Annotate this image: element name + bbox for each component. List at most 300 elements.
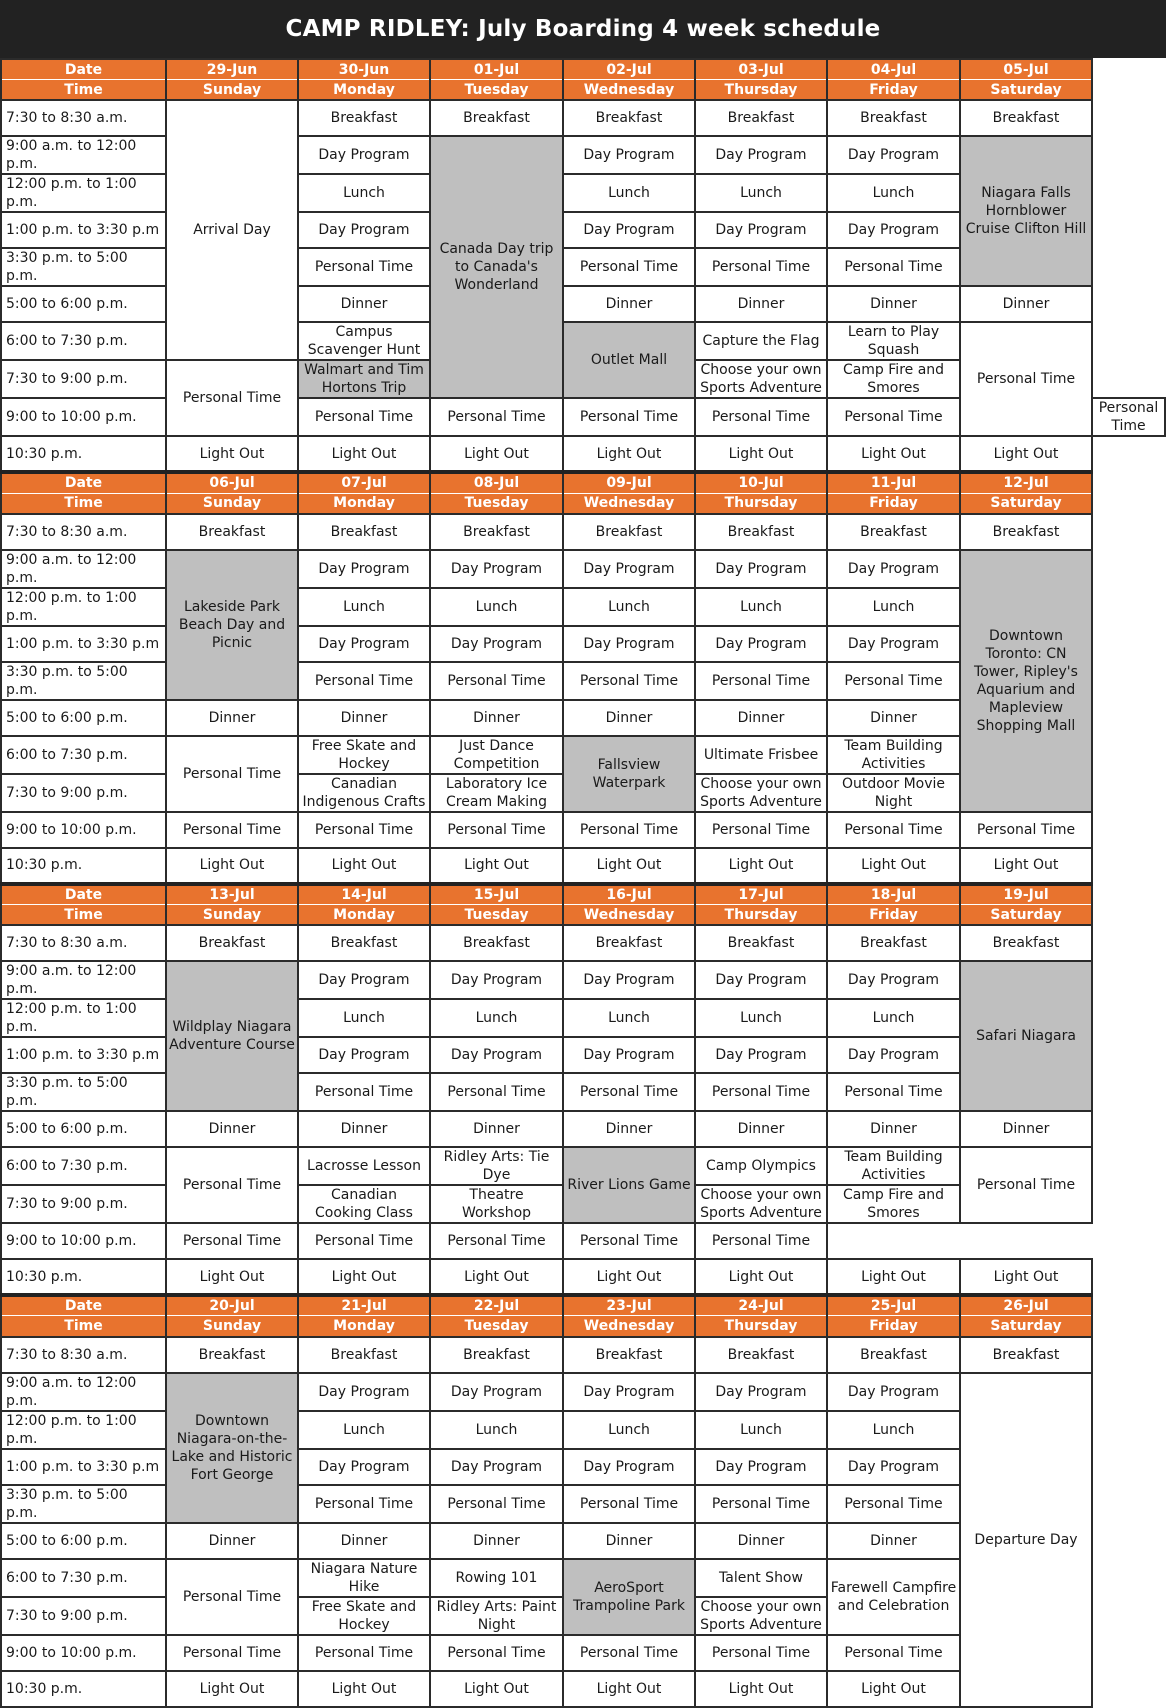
time-slot-row bbox=[1, 100, 1165, 136]
activity-cell: Dinner bbox=[166, 1523, 298, 1559]
time-slot-label: 3:30 p.m. to 5:00 p.m. bbox=[1, 1485, 166, 1523]
activity-cell: Personal Time bbox=[695, 1223, 827, 1259]
time-slot-label: 7:30 to 9:00 p.m. bbox=[1, 774, 166, 812]
time-slot-label: 7:30 to 9:00 p.m. bbox=[1, 1185, 166, 1223]
date-header: 09-Jul bbox=[563, 472, 695, 493]
time-slot-label: 1:00 p.m. to 3:30 p.m bbox=[1, 1037, 166, 1073]
activity-cell: Lunch bbox=[298, 588, 430, 626]
activity-cell: Team Building Activities bbox=[827, 736, 960, 774]
activity-cell: Rowing 101 bbox=[430, 1559, 563, 1597]
activity-cell: Day Program bbox=[827, 1037, 960, 1073]
week-day-header-row bbox=[1, 80, 1165, 101]
activity-cell: Lunch bbox=[695, 1411, 827, 1449]
activity-cell: Light Out bbox=[695, 436, 827, 472]
activity-cell: Dinner bbox=[298, 1111, 430, 1147]
activity-cell: Light Out bbox=[563, 436, 695, 472]
activity-cell: Personal Time bbox=[166, 812, 298, 848]
page-title: CAMP RIDLEY: July Boarding 4 week schedule bbox=[0, 0, 1166, 58]
week-date-header-row bbox=[1, 59, 1165, 80]
excursion-cell: Wildplay Niagara Adventure Course bbox=[166, 961, 298, 1111]
week-date-header-row bbox=[1, 1295, 1165, 1316]
time-slot-label: 6:00 to 7:30 p.m. bbox=[1, 1147, 166, 1185]
day-header: Saturday bbox=[960, 493, 1092, 514]
date-header: 23-Jul bbox=[563, 1295, 695, 1316]
activity-cell: Dinner bbox=[960, 1111, 1092, 1147]
activity-cell: Personal Time bbox=[298, 398, 430, 436]
activity-cell: Campus Scavenger Hunt bbox=[298, 322, 430, 360]
schedule-table bbox=[0, 58, 1166, 1708]
date-header: 06-Jul bbox=[166, 472, 298, 493]
activity-cell: Lacrosse Lesson bbox=[298, 1147, 430, 1185]
activity-cell: Personal Time bbox=[563, 1485, 695, 1523]
activity-cell: Day Program bbox=[430, 1449, 563, 1485]
time-slot-row bbox=[1, 1111, 1165, 1147]
day-header: Saturday bbox=[960, 1316, 1092, 1337]
activity-cell: Dinner bbox=[695, 1523, 827, 1559]
day-header: Thursday bbox=[695, 1316, 827, 1337]
time-slot-row bbox=[1, 961, 1165, 999]
day-header: Monday bbox=[298, 904, 430, 925]
activity-cell: Light Out bbox=[695, 848, 827, 884]
day-header: Tuesday bbox=[430, 80, 563, 101]
activity-cell: Dinner bbox=[960, 286, 1092, 322]
activity-cell: Day Program bbox=[695, 961, 827, 999]
activity-cell: Lunch bbox=[695, 588, 827, 626]
time-slot-label: 12:00 p.m. to 1:00 p.m. bbox=[1, 999, 166, 1037]
activity-cell: Breakfast bbox=[827, 100, 960, 136]
time-slot-label: 9:00 to 10:00 p.m. bbox=[1, 1223, 166, 1259]
activity-cell: Dinner bbox=[430, 1111, 563, 1147]
activity-cell: Free Skate and Hockey bbox=[298, 736, 430, 774]
activity-cell: Lunch bbox=[298, 1411, 430, 1449]
activity-cell: Personal Time bbox=[166, 736, 298, 812]
activity-cell: Outdoor Movie Night bbox=[827, 774, 960, 812]
activity-cell: Dinner bbox=[563, 700, 695, 736]
time-slot-label: 5:00 to 6:00 p.m. bbox=[1, 286, 166, 322]
activity-cell: Dinner bbox=[827, 700, 960, 736]
activity-cell: Laboratory Ice Cream Making bbox=[430, 774, 563, 812]
time-slot-row bbox=[1, 436, 1165, 472]
excursion-cell: River Lions Game bbox=[563, 1147, 695, 1223]
day-header: Tuesday bbox=[430, 904, 563, 925]
activity-cell: Choose your own Sports Adventure bbox=[695, 1185, 827, 1223]
time-slot-label: 5:00 to 6:00 p.m. bbox=[1, 1523, 166, 1559]
activity-cell: Day Program bbox=[695, 1373, 827, 1411]
time-column-label: Time bbox=[1, 493, 166, 514]
activity-cell: Lunch bbox=[298, 999, 430, 1037]
activity-cell: Personal Time bbox=[563, 1073, 695, 1111]
activity-cell: Light Out bbox=[960, 436, 1092, 472]
activity-cell: Personal Time bbox=[563, 662, 695, 700]
week-day-header-row bbox=[1, 493, 1165, 514]
activity-cell: Dinner bbox=[827, 1111, 960, 1147]
activity-cell: Personal Time bbox=[563, 1635, 695, 1671]
time-slot-label: 7:30 to 8:30 a.m. bbox=[1, 1337, 166, 1373]
activity-cell: Personal Time bbox=[827, 248, 960, 286]
time-slot-row bbox=[1, 925, 1165, 961]
day-header: Monday bbox=[298, 493, 430, 514]
week-day-header-row bbox=[1, 1316, 1165, 1337]
activity-cell: Day Program bbox=[298, 212, 430, 248]
date-header: 20-Jul bbox=[166, 1295, 298, 1316]
activity-cell: Breakfast bbox=[430, 1337, 563, 1373]
time-slot-label: 7:30 to 9:00 p.m. bbox=[1, 1597, 166, 1635]
activity-cell: Day Program bbox=[430, 626, 563, 662]
activity-cell: Personal Time bbox=[827, 662, 960, 700]
activity-cell: Personal Time bbox=[1092, 398, 1165, 436]
activity-cell: Day Program bbox=[430, 550, 563, 588]
day-header: Thursday bbox=[695, 904, 827, 925]
activity-cell: Day Program bbox=[430, 1373, 563, 1411]
activity-cell: Personal Time bbox=[960, 1147, 1092, 1223]
time-slot-label: 9:00 to 10:00 p.m. bbox=[1, 812, 166, 848]
activity-cell: Breakfast bbox=[430, 925, 563, 961]
date-column-label: Date bbox=[1, 59, 166, 80]
excursion-cell: Downtown Toronto: CN Tower, Ripley's Aquarium and Mapleview Shopping Mall bbox=[960, 550, 1092, 812]
activity-cell: Light Out bbox=[298, 436, 430, 472]
date-header: 29-Jun bbox=[166, 59, 298, 80]
date-header: 11-Jul bbox=[827, 472, 960, 493]
date-header: 15-Jul bbox=[430, 884, 563, 905]
time-slot-label: 1:00 p.m. to 3:30 p.m bbox=[1, 626, 166, 662]
excursion-cell: Downtown Niagara-on-the-Lake and Historic Fort George bbox=[166, 1373, 298, 1523]
activity-cell: Theatre Workshop bbox=[430, 1185, 563, 1223]
activity-cell: Light Out bbox=[827, 1259, 960, 1295]
activity-cell: Personal Time bbox=[298, 812, 430, 848]
time-slot-label: 5:00 to 6:00 p.m. bbox=[1, 700, 166, 736]
activity-cell: Breakfast bbox=[430, 514, 563, 550]
activity-cell: Light Out bbox=[298, 848, 430, 884]
activity-cell: Personal Time bbox=[695, 398, 827, 436]
activity-cell: Personal Time bbox=[430, 1223, 563, 1259]
activity-cell: Personal Time bbox=[695, 662, 827, 700]
day-header: Monday bbox=[298, 1316, 430, 1337]
day-header: Tuesday bbox=[430, 493, 563, 514]
date-header: 08-Jul bbox=[430, 472, 563, 493]
activity-cell: Day Program bbox=[827, 1449, 960, 1485]
activity-cell: Breakfast bbox=[166, 1337, 298, 1373]
day-header: Monday bbox=[298, 80, 430, 101]
time-slot-label: 3:30 p.m. to 5:00 p.m. bbox=[1, 662, 166, 700]
excursion-cell: Canada Day trip to Canada's Wonderland bbox=[430, 136, 563, 398]
activity-cell: Dinner bbox=[298, 286, 430, 322]
time-slot-label: 10:30 p.m. bbox=[1, 1671, 166, 1707]
day-header: Saturday bbox=[960, 904, 1092, 925]
day-header: Saturday bbox=[960, 80, 1092, 101]
time-column-label: Time bbox=[1, 1316, 166, 1337]
date-column-label: Date bbox=[1, 884, 166, 905]
time-slot-label: 7:30 to 8:30 a.m. bbox=[1, 100, 166, 136]
date-header: 14-Jul bbox=[298, 884, 430, 905]
activity-cell: Learn to Play Squash bbox=[827, 322, 960, 360]
activity-cell: Breakfast bbox=[563, 925, 695, 961]
activity-cell: Breakfast bbox=[695, 925, 827, 961]
time-slot-label: 7:30 to 8:30 a.m. bbox=[1, 514, 166, 550]
activity-cell: Breakfast bbox=[298, 1337, 430, 1373]
activity-cell: Lunch bbox=[430, 588, 563, 626]
activity-cell: Camp Fire and Smores bbox=[827, 360, 960, 398]
activity-cell: Day Program bbox=[563, 1037, 695, 1073]
activity-cell: Personal Time bbox=[960, 812, 1092, 848]
activity-cell: Light Out bbox=[166, 1671, 298, 1707]
time-column-label: Time bbox=[1, 904, 166, 925]
activity-cell: Personal Time bbox=[827, 1635, 960, 1671]
activity-cell: Day Program bbox=[695, 550, 827, 588]
activity-cell: Day Program bbox=[563, 961, 695, 999]
time-slot-label: 6:00 to 7:30 p.m. bbox=[1, 322, 166, 360]
activity-cell: Light Out bbox=[430, 436, 563, 472]
activity-cell: Lunch bbox=[827, 1411, 960, 1449]
activity-cell: Personal Time bbox=[563, 398, 695, 436]
activity-cell: Breakfast bbox=[563, 514, 695, 550]
time-slot-label: 9:00 to 10:00 p.m. bbox=[1, 398, 166, 436]
activity-cell: Day Program bbox=[298, 1037, 430, 1073]
week-day-header-row bbox=[1, 904, 1165, 925]
activity-cell: Lunch bbox=[827, 588, 960, 626]
day-header: Sunday bbox=[166, 904, 298, 925]
activity-cell: Dinner bbox=[166, 1111, 298, 1147]
activity-cell: Light Out bbox=[563, 1671, 695, 1707]
activity-cell: Niagara Nature Hike bbox=[298, 1559, 430, 1597]
excursion-cell: Safari Niagara bbox=[960, 961, 1092, 1111]
activity-cell: Light Out bbox=[430, 1259, 563, 1295]
activity-cell: Lunch bbox=[563, 174, 695, 212]
activity-cell: Lunch bbox=[430, 1411, 563, 1449]
activity-cell: Personal Time bbox=[430, 398, 563, 436]
activity-cell: Day Program bbox=[298, 136, 430, 174]
activity-cell: Dinner bbox=[430, 1523, 563, 1559]
day-header: Wednesday bbox=[563, 80, 695, 101]
activity-cell: Personal Time bbox=[298, 662, 430, 700]
activity-cell: Breakfast bbox=[298, 100, 430, 136]
activity-cell: Personal Time bbox=[298, 1485, 430, 1523]
time-slot-label: 9:00 to 10:00 p.m. bbox=[1, 1635, 166, 1671]
time-slot-label: 1:00 p.m. to 3:30 p.m bbox=[1, 212, 166, 248]
activity-cell: Personal Time bbox=[430, 1635, 563, 1671]
activity-cell: Light Out bbox=[166, 1259, 298, 1295]
activity-cell: Day Program bbox=[695, 626, 827, 662]
time-slot-row bbox=[1, 1223, 1165, 1259]
date-header: 05-Jul bbox=[960, 59, 1092, 80]
activity-cell: Personal Time bbox=[166, 1559, 298, 1635]
activity-cell: Light Out bbox=[430, 848, 563, 884]
time-slot-label: 1:00 p.m. to 3:30 p.m bbox=[1, 1449, 166, 1485]
activity-cell: Dinner bbox=[827, 1523, 960, 1559]
activity-cell: Lunch bbox=[827, 999, 960, 1037]
excursion-cell: Fallsview Waterpark bbox=[563, 736, 695, 812]
activity-cell: Day Program bbox=[563, 1373, 695, 1411]
activity-cell: Canadian Cooking Class bbox=[298, 1185, 430, 1223]
activity-cell: Light Out bbox=[827, 436, 960, 472]
activity-cell: Lunch bbox=[563, 999, 695, 1037]
activity-cell: Personal Time bbox=[695, 1073, 827, 1111]
activity-cell: Personal Time bbox=[563, 812, 695, 848]
activity-cell: Light Out bbox=[695, 1671, 827, 1707]
time-slot-label: 3:30 p.m. to 5:00 p.m. bbox=[1, 1073, 166, 1111]
activity-cell: Personal Time bbox=[166, 1147, 298, 1223]
excursion-cell: Walmart and Tim Hortons Trip bbox=[298, 360, 430, 398]
date-header: 22-Jul bbox=[430, 1295, 563, 1316]
activity-cell: Personal Time bbox=[298, 1073, 430, 1111]
activity-cell: Breakfast bbox=[960, 514, 1092, 550]
activity-cell: Personal Time bbox=[960, 322, 1092, 436]
time-slot-label: 7:30 to 9:00 p.m. bbox=[1, 360, 166, 398]
date-header: 26-Jul bbox=[960, 1295, 1092, 1316]
activity-cell: Breakfast bbox=[695, 100, 827, 136]
day-header: Friday bbox=[827, 1316, 960, 1337]
activity-cell: Light Out bbox=[298, 1671, 430, 1707]
activity-cell: Arrival Day bbox=[166, 100, 298, 360]
time-slot-label: 10:30 p.m. bbox=[1, 1259, 166, 1295]
date-header: 13-Jul bbox=[166, 884, 298, 905]
excursion-cell: Niagara Falls Hornblower Cruise Clifton Hill bbox=[960, 136, 1092, 286]
activity-cell: Day Program bbox=[430, 1037, 563, 1073]
activity-cell: Breakfast bbox=[430, 100, 563, 136]
activity-cell: Personal Time bbox=[166, 1223, 298, 1259]
time-slot-label: 9:00 a.m. to 12:00 p.m. bbox=[1, 1373, 166, 1411]
activity-cell: Personal Time bbox=[430, 662, 563, 700]
activity-cell: Light Out bbox=[960, 848, 1092, 884]
activity-cell: Day Program bbox=[827, 626, 960, 662]
activity-cell: Day Program bbox=[695, 136, 827, 174]
activity-cell: Dinner bbox=[695, 1111, 827, 1147]
activity-cell: Camp Olympics bbox=[695, 1147, 827, 1185]
activity-cell: Ultimate Frisbee bbox=[695, 736, 827, 774]
activity-cell: Breakfast bbox=[960, 100, 1092, 136]
activity-cell: Breakfast bbox=[695, 1337, 827, 1373]
activity-cell: Personal Time bbox=[430, 1485, 563, 1523]
activity-cell: Personal Time bbox=[695, 812, 827, 848]
activity-cell: Day Program bbox=[695, 1449, 827, 1485]
activity-cell: Breakfast bbox=[563, 1337, 695, 1373]
activity-cell: Team Building Activities bbox=[827, 1147, 960, 1185]
activity-cell: Dinner bbox=[563, 1111, 695, 1147]
activity-cell: Day Program bbox=[827, 1373, 960, 1411]
activity-cell: Lunch bbox=[298, 174, 430, 212]
excursion-cell: Outlet Mall bbox=[563, 322, 695, 398]
activity-cell: Day Program bbox=[827, 136, 960, 174]
activity-cell: Light Out bbox=[430, 1671, 563, 1707]
activity-cell: Personal Time bbox=[695, 1485, 827, 1523]
activity-cell: Canadian Indigenous Crafts bbox=[298, 774, 430, 812]
time-slot-label: 10:30 p.m. bbox=[1, 848, 166, 884]
time-slot-label: 12:00 p.m. to 1:00 p.m. bbox=[1, 174, 166, 212]
time-slot-row bbox=[1, 848, 1165, 884]
activity-cell: Day Program bbox=[298, 961, 430, 999]
activity-cell: Departure Day bbox=[960, 1373, 1092, 1707]
activity-cell: Dinner bbox=[695, 700, 827, 736]
activity-cell: Personal Time bbox=[563, 248, 695, 286]
activity-cell: Personal Time bbox=[827, 1073, 960, 1111]
activity-cell: Day Program bbox=[563, 212, 695, 248]
activity-cell: Day Program bbox=[827, 961, 960, 999]
activity-cell: Ridley Arts: Tie Dye bbox=[430, 1147, 563, 1185]
day-header: Friday bbox=[827, 80, 960, 101]
activity-cell: Dinner bbox=[298, 700, 430, 736]
activity-cell: Day Program bbox=[827, 550, 960, 588]
date-header: 07-Jul bbox=[298, 472, 430, 493]
time-slot-label: 9:00 a.m. to 12:00 p.m. bbox=[1, 136, 166, 174]
activity-cell: Dinner bbox=[298, 1523, 430, 1559]
time-column-label: Time bbox=[1, 80, 166, 101]
date-header: 18-Jul bbox=[827, 884, 960, 905]
schedule-body bbox=[1, 59, 1165, 1707]
date-column-label: Date bbox=[1, 1295, 166, 1316]
day-header: Thursday bbox=[695, 493, 827, 514]
excursion-cell: Lakeside Park Beach Day and Picnic bbox=[166, 550, 298, 700]
time-slot-label: 3:30 p.m. to 5:00 p.m. bbox=[1, 248, 166, 286]
day-header: Thursday bbox=[695, 80, 827, 101]
time-slot-label: 7:30 to 8:30 a.m. bbox=[1, 925, 166, 961]
activity-cell: Light Out bbox=[695, 1259, 827, 1295]
week-date-header-row bbox=[1, 884, 1165, 905]
activity-cell: Breakfast bbox=[166, 925, 298, 961]
activity-cell: Light Out bbox=[563, 1259, 695, 1295]
activity-cell: Farewell Campfire and Celebration bbox=[827, 1559, 960, 1635]
time-slot-label: 5:00 to 6:00 p.m. bbox=[1, 1111, 166, 1147]
activity-cell: Talent Show bbox=[695, 1559, 827, 1597]
day-header: Sunday bbox=[166, 80, 298, 101]
day-header: Tuesday bbox=[430, 1316, 563, 1337]
activity-cell: Breakfast bbox=[695, 514, 827, 550]
date-header: 21-Jul bbox=[298, 1295, 430, 1316]
activity-cell: Breakfast bbox=[827, 1337, 960, 1373]
activity-cell: Personal Time bbox=[166, 1635, 298, 1671]
activity-cell: Day Program bbox=[563, 1449, 695, 1485]
date-header: 03-Jul bbox=[695, 59, 827, 80]
week-date-header-row bbox=[1, 472, 1165, 493]
activity-cell: Lunch bbox=[695, 174, 827, 212]
activity-cell: Personal Time bbox=[827, 1485, 960, 1523]
activity-cell: Free Skate and Hockey bbox=[298, 1597, 430, 1635]
time-slot-label: 10:30 p.m. bbox=[1, 436, 166, 472]
date-header: 12-Jul bbox=[960, 472, 1092, 493]
activity-cell: Day Program bbox=[298, 1373, 430, 1411]
activity-cell: Light Out bbox=[827, 1671, 960, 1707]
activity-cell: Personal Time bbox=[298, 1635, 430, 1671]
day-header: Wednesday bbox=[563, 904, 695, 925]
date-header: 01-Jul bbox=[430, 59, 563, 80]
activity-cell: Day Program bbox=[430, 961, 563, 999]
activity-cell: Breakfast bbox=[166, 514, 298, 550]
date-header: 24-Jul bbox=[695, 1295, 827, 1316]
activity-cell: Light Out bbox=[827, 848, 960, 884]
activity-cell: Personal Time bbox=[166, 360, 298, 436]
time-slot-row bbox=[1, 1147, 1165, 1185]
activity-cell: Personal Time bbox=[827, 398, 960, 436]
time-slot-label: 12:00 p.m. to 1:00 p.m. bbox=[1, 1411, 166, 1449]
time-slot-label: 9:00 a.m. to 12:00 p.m. bbox=[1, 550, 166, 588]
activity-cell: Dinner bbox=[166, 700, 298, 736]
activity-cell: Breakfast bbox=[960, 1337, 1092, 1373]
activity-cell: Lunch bbox=[695, 999, 827, 1037]
activity-cell: Breakfast bbox=[298, 514, 430, 550]
activity-cell: Day Program bbox=[827, 212, 960, 248]
activity-cell: Dinner bbox=[563, 1523, 695, 1559]
activity-cell: Day Program bbox=[298, 550, 430, 588]
time-slot-label: 6:00 to 7:30 p.m. bbox=[1, 1559, 166, 1597]
activity-cell: Day Program bbox=[563, 136, 695, 174]
date-header: 19-Jul bbox=[960, 884, 1092, 905]
activity-cell: Breakfast bbox=[960, 925, 1092, 961]
time-slot-label: 9:00 a.m. to 12:00 p.m. bbox=[1, 961, 166, 999]
time-slot-row bbox=[1, 1373, 1165, 1411]
date-header: 04-Jul bbox=[827, 59, 960, 80]
activity-cell: Choose your own Sports Adventure bbox=[695, 774, 827, 812]
date-header: 25-Jul bbox=[827, 1295, 960, 1316]
time-slot-row bbox=[1, 812, 1165, 848]
date-column-label: Date bbox=[1, 472, 166, 493]
